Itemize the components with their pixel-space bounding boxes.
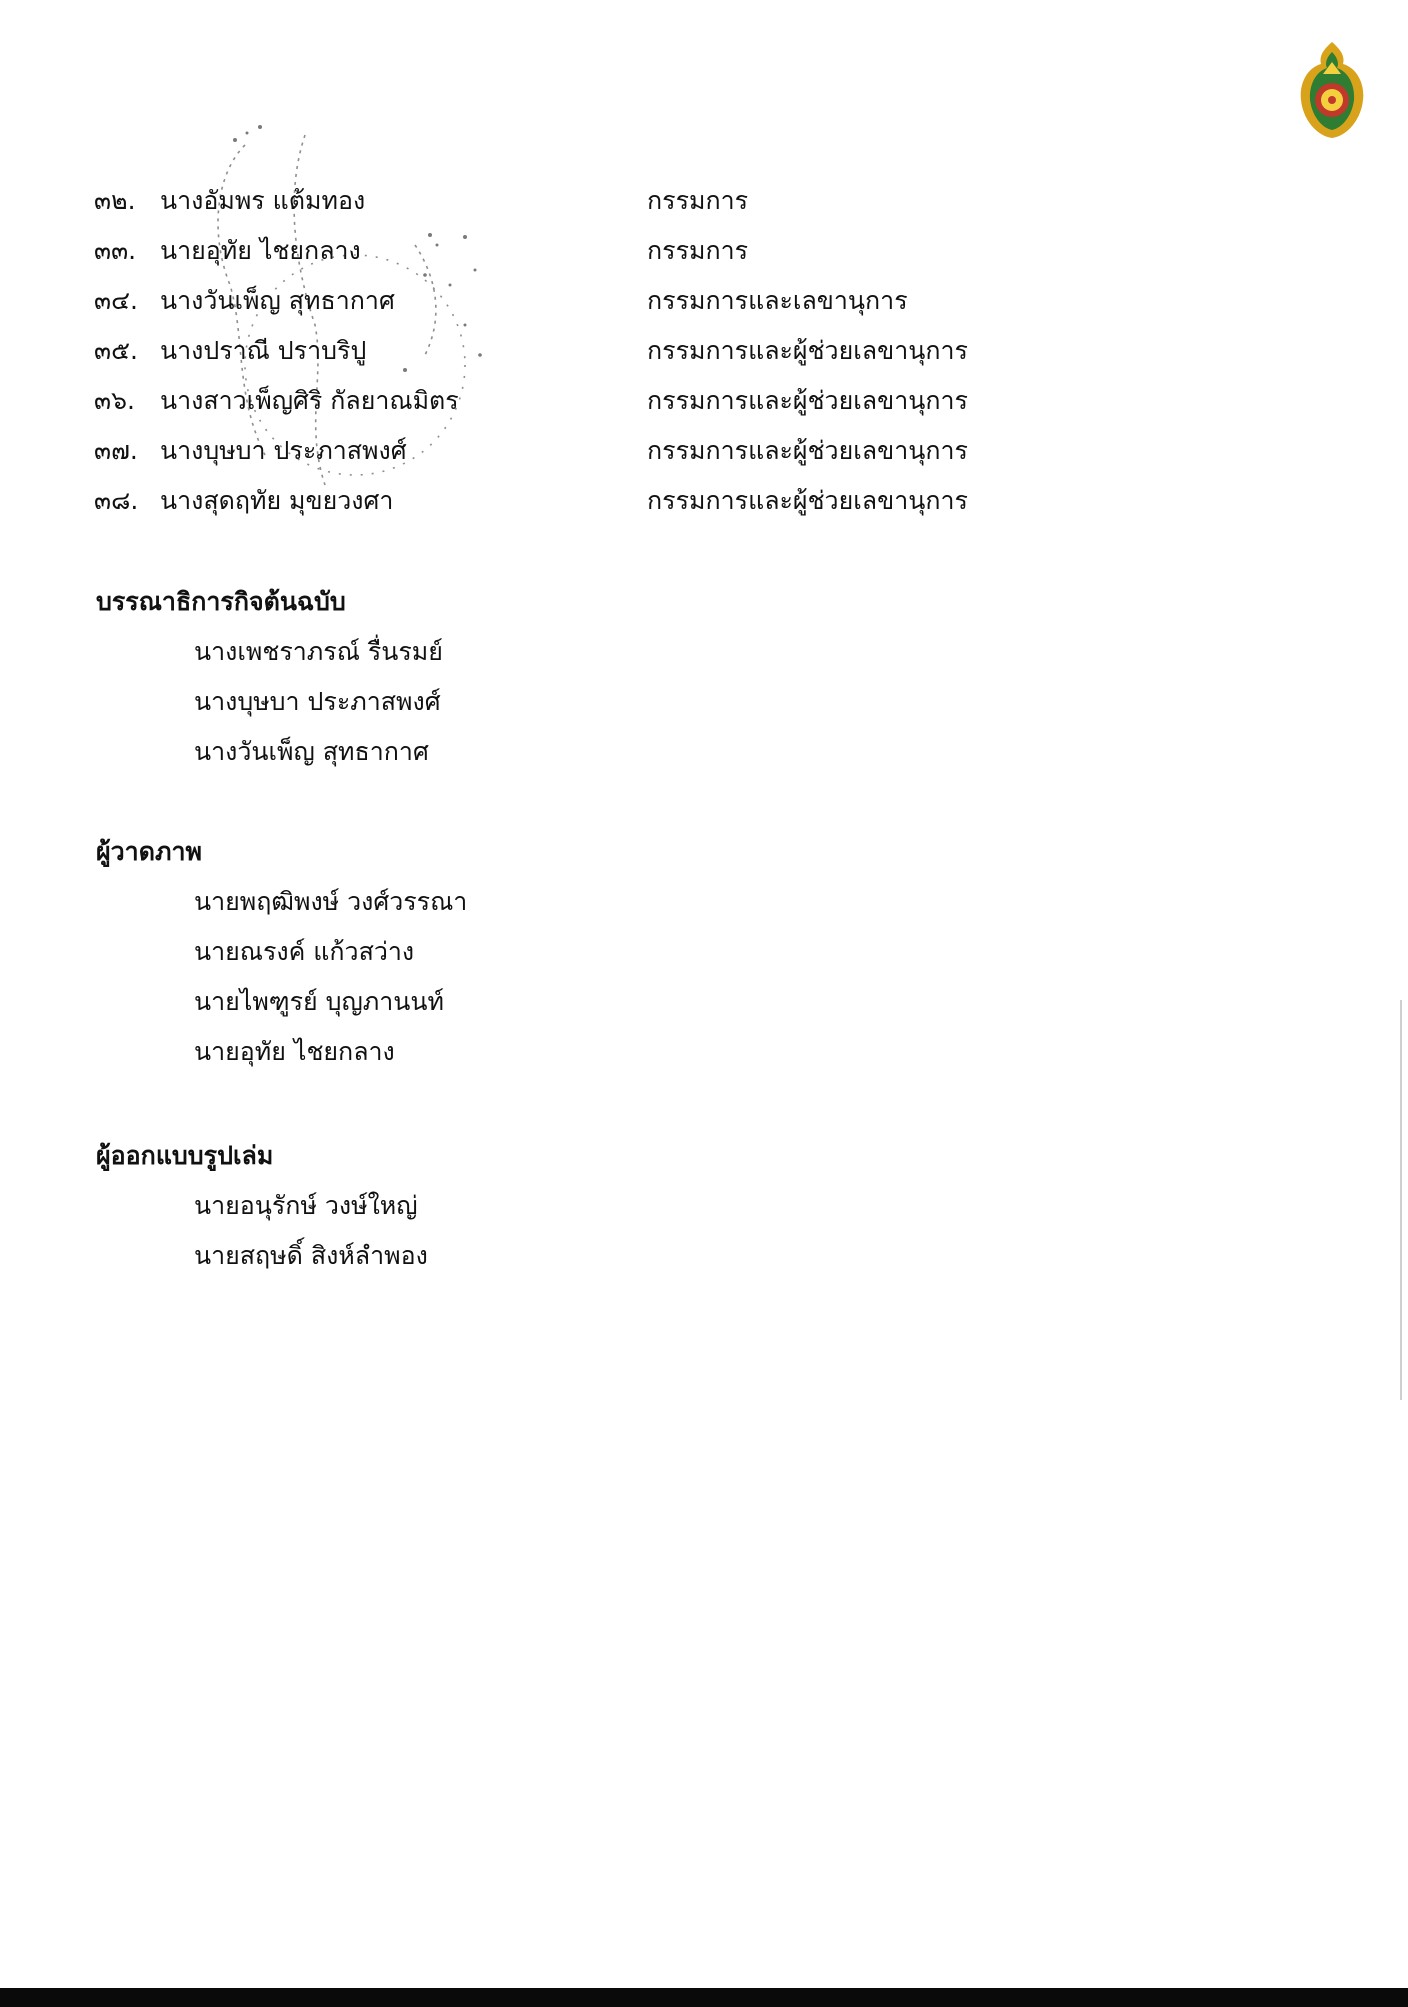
list-item bbox=[94, 426, 1094, 476]
committee-list bbox=[94, 176, 1094, 526]
ministry-emblem-icon bbox=[1293, 38, 1371, 142]
member-name: นางปราณี ปราบริปู bbox=[160, 336, 367, 365]
person-name: นายณรงค์ แก้วสว่าง bbox=[194, 937, 415, 966]
member-role: กรรมการ bbox=[647, 186, 749, 215]
list-item bbox=[94, 276, 1094, 326]
person-name: นายอุทัย ไชยกลาง bbox=[194, 1037, 395, 1066]
item-number: ๓๗. bbox=[94, 436, 138, 465]
list-item bbox=[94, 326, 1094, 376]
scan-edge-line bbox=[1400, 1000, 1402, 1400]
member-role: กรรมการและผู้ช่วยเลขานุการ bbox=[647, 486, 968, 515]
member-name: นางสาวเพ็ญศิริ กัลยาณมิตร bbox=[160, 386, 459, 415]
member-role: กรรมการและผู้ช่วยเลขานุการ bbox=[647, 436, 968, 465]
person-name: นางบุษบา ประภาสพงศ์ bbox=[194, 687, 441, 716]
person-name: นายสฤษดิ์ สิงห์ลำพอง bbox=[194, 1241, 428, 1270]
section-heading: ผู้ออกแบบรูปเล่ม bbox=[96, 1141, 274, 1170]
item-number: ๓๒. bbox=[94, 186, 136, 215]
section-heading: ผู้วาดภาพ bbox=[96, 837, 202, 866]
member-name: นางสุดฤทัย มุขยวงศา bbox=[160, 486, 394, 515]
person-name: นายอนุรักษ์ วงษ์ใหญ่ bbox=[194, 1191, 418, 1220]
item-number: ๓๓. bbox=[94, 236, 137, 265]
member-name: นางอัมพร แต้มทอง bbox=[160, 186, 366, 215]
member-name: นางบุษบา ประภาสพงศ์ bbox=[160, 436, 407, 465]
person-name: นายไพฑูรย์ บุญภานนท์ bbox=[194, 987, 444, 1016]
item-number: ๓๘. bbox=[94, 486, 139, 515]
person-name: นายพฤฒิพงษ์ วงศ์วรรณา bbox=[194, 887, 468, 916]
person-name: นางวันเพ็ญ สุทธากาศ bbox=[194, 737, 429, 766]
member-role: กรรมการและเลขานุการ bbox=[647, 286, 908, 315]
section-heading: บรรณาธิการกิจต้นฉบับ bbox=[96, 587, 346, 616]
member-role: กรรมการ bbox=[647, 236, 749, 265]
illustrators-section bbox=[96, 827, 796, 1077]
item-number: ๓๔. bbox=[94, 286, 138, 315]
list-item bbox=[94, 376, 1094, 426]
list-item bbox=[94, 226, 1094, 276]
editors-section bbox=[96, 577, 796, 777]
list-item bbox=[94, 176, 1094, 226]
item-number: ๓๕. bbox=[94, 336, 138, 365]
person-name: นางเพชราภรณ์ รื่นรมย์ bbox=[194, 637, 443, 666]
designers-section bbox=[96, 1131, 796, 1281]
item-number: ๓๖. bbox=[94, 386, 135, 415]
member-role: กรรมการและผู้ช่วยเลขานุการ bbox=[647, 386, 968, 415]
list-item bbox=[94, 476, 1094, 526]
member-name: นางวันเพ็ญ สุทธากาศ bbox=[160, 286, 395, 315]
member-role: กรรมการและผู้ช่วยเลขานุการ bbox=[647, 336, 968, 365]
scan-bottom-border bbox=[0, 1988, 1408, 2007]
member-name: นายอุทัย ไชยกลาง bbox=[160, 236, 361, 265]
